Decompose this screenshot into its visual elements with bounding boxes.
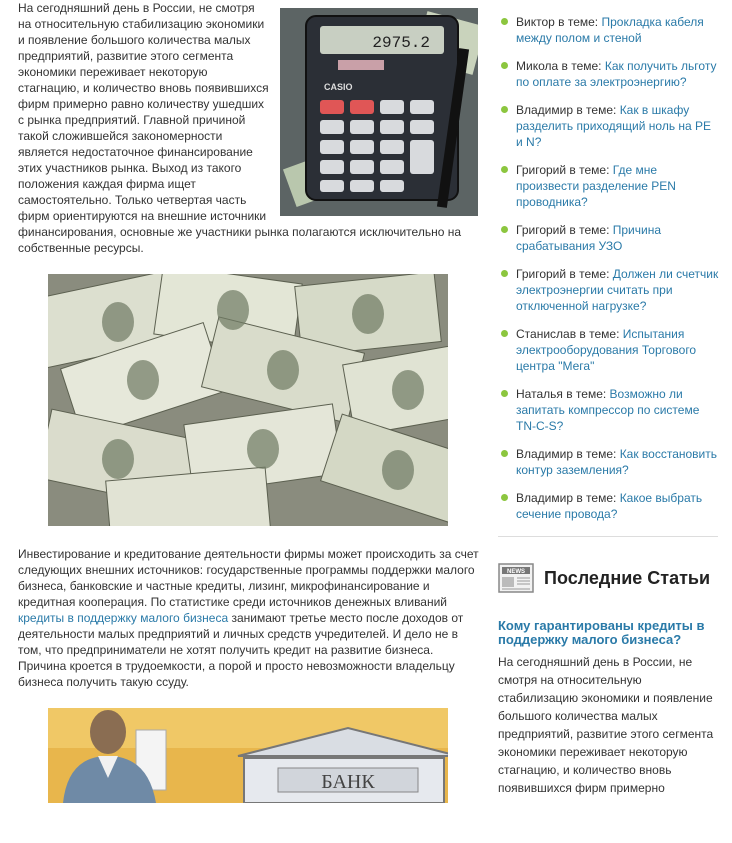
newspaper-icon-text: NEWS <box>507 569 525 575</box>
comment-item <box>498 14 720 46</box>
latest-articles-header <box>498 561 720 595</box>
bullet-icon <box>501 390 508 397</box>
comment-item <box>498 162 720 210</box>
comment-item <box>498 58 720 90</box>
bullet-icon <box>501 450 508 457</box>
bullet-icon <box>501 494 508 501</box>
comment-author: Владимир в теме: <box>516 491 620 505</box>
bullet-icon <box>501 226 508 233</box>
bank-sign-text: БАНК <box>321 771 375 793</box>
article-paragraph-2-end: занимают третье место после доходов от деятельности малых предприятий и личных средств учредителей. И дело не в том, что предприниматели не хотят получить кредит на развитие бизнеса. Причина кроется в трудоемкости, а порой и просто невозможности владельцу бизнеса получить такую ссуду. <box>18 611 464 689</box>
money-stack-image <box>48 274 448 526</box>
article-paragraph-2 <box>18 546 480 690</box>
comment-item <box>498 102 720 150</box>
business-loans-link[interactable]: кредиты в поддержку малого бизнеса <box>18 611 229 625</box>
article-paragraph-2-start: Инвестирование и кредитование деятельности фирмы может происходить за счет следующих внешних источников: государственные программы поддержки малого бизнеса, банковские и частные кредиты, лизинг, микрофинансирование и кредитная кооперация. По статистике среди источников денежных вливаний <box>18 547 479 609</box>
bullet-icon <box>501 330 508 337</box>
comment-author: Владимир в теме: <box>516 447 620 461</box>
comment-topic-link[interactable]: Испытания электрооборудования Торгового центра "Мега" <box>516 327 697 373</box>
comment-item <box>498 386 720 434</box>
bullet-icon <box>501 62 508 69</box>
comment-author: Григорий в теме: <box>516 163 613 177</box>
comment-author: Станислав в теме: <box>516 327 623 341</box>
comment-author: Виктор в теме: <box>516 15 602 29</box>
comment-topic-link[interactable]: Какое выбрать сечение провода? <box>516 491 703 521</box>
bullet-icon <box>501 166 508 173</box>
comment-topic-link[interactable]: Как в шкафу разделить приходящий ноль на PE и N? <box>516 103 712 149</box>
bullet-icon <box>501 270 508 277</box>
bullet-icon <box>501 18 508 25</box>
comment-author: Наталья в теме: <box>516 387 610 401</box>
recent-comments-list <box>498 14 720 522</box>
comment-topic-link[interactable]: Возможно ли запитать компрессор по системе TN-C-S? <box>516 387 700 433</box>
comment-topic-link[interactable]: Прокладка кабеля между полом и стеной <box>516 15 704 45</box>
newspaper-icon <box>498 561 536 595</box>
comment-topic-link[interactable]: Причина срабатывания УЗО <box>516 223 662 253</box>
sidebar <box>498 0 720 797</box>
comment-topic-link[interactable]: Как получить льготу по оплате за электроэнергию? <box>516 59 717 89</box>
calculator-image <box>280 8 478 216</box>
sidebar-divider <box>498 536 718 537</box>
article-paragraph-1: На сегодняшний день в России, не смотря на относительную стабилизацию экономики и появление большого количества малых предприятий, развитие этого сегмента экономики переживает некоторую стагнацию, и количество вновь появившихся фирм примерно равно количеству ушедших с рынка предприятий. Главной причиной такой сложившейся закономерности является недостаточное финансирование этих участников рынка. Выход из такого положения каждая фирма ищет самостоятельно. Только четвертая часть фирм ориентируются на внешние источники финансирования, основные же участники рынка полагаются исключительно на собственные ресурсы. <box>18 1 462 255</box>
comment-topic-link[interactable]: Где мне произвести разделение PEN проводника? <box>516 163 676 209</box>
comment-item <box>498 490 720 522</box>
bullet-icon <box>501 106 508 113</box>
comment-topic-link[interactable]: Как восстановить контур заземления? <box>516 447 718 477</box>
comment-item <box>498 266 720 314</box>
calculator-brand-text: CASIO <box>324 82 353 92</box>
calculator-display-text: 2975.2 <box>372 34 430 52</box>
comment-topic-link[interactable]: Должен ли счетчик электроэнергии считать при отключенной нагрузке? <box>516 267 719 313</box>
comment-author: Владимир в теме: <box>516 103 620 117</box>
latest-articles-heading: Последние Статьи <box>544 568 711 588</box>
comment-author: Микола в теме: <box>516 59 605 73</box>
latest-article-excerpt: На сегодняшний день в России, не смотря на относительную стабилизацию экономики и появление большого количества малых предприятий, развитие этого сегмента экономики переживает некоторую стагнацию, и количество вновь появившихся фирм примерно <box>498 655 714 795</box>
latest-article-title-link[interactable]: Кому гарантированы кредиты в поддержку малого бизнеса? <box>498 618 705 647</box>
article-content <box>18 0 480 803</box>
comment-item <box>498 222 720 254</box>
comment-item <box>498 326 720 374</box>
comment-item <box>498 446 720 478</box>
comment-author: Григорий в теме: <box>516 267 613 281</box>
bank-illustration-image <box>48 708 448 803</box>
comment-author: Григорий в теме: <box>516 223 613 237</box>
